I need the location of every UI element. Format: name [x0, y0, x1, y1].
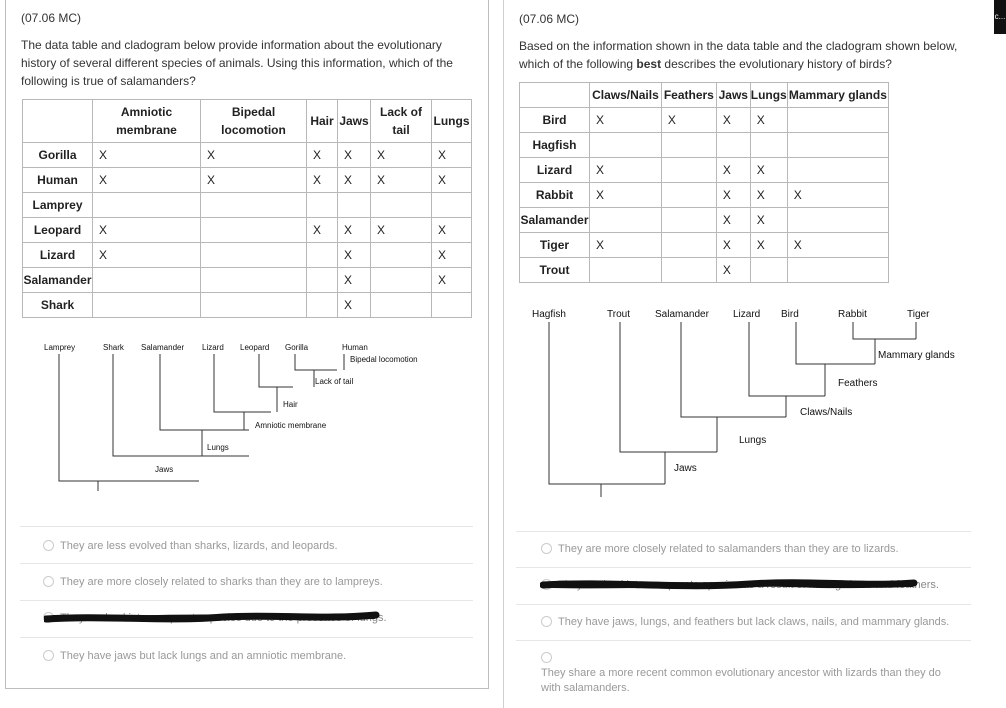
answer-option[interactable] — [541, 615, 949, 630]
cladogram-branch — [259, 354, 293, 387]
answer-option[interactable] — [541, 651, 961, 696]
table-header: Hair — [307, 100, 338, 143]
table-header — [23, 100, 93, 143]
question-id: (07.06 MC) — [21, 11, 82, 25]
radio-button[interactable] — [541, 616, 552, 627]
table-cell — [201, 243, 307, 268]
cladogram-trait-label: Feathers — [838, 378, 878, 389]
radio-button[interactable] — [541, 652, 552, 663]
answer-option[interactable] — [541, 542, 899, 557]
table-cell: X — [432, 268, 472, 293]
table-cell: X — [750, 158, 787, 183]
row-label: Lamprey — [23, 193, 93, 218]
table-cell: X — [307, 143, 338, 168]
table-cell: X — [432, 218, 472, 243]
table-cell: X — [338, 293, 371, 318]
table-cell — [661, 133, 716, 158]
row-label: Salamander — [520, 208, 590, 233]
cladogram — [6, 330, 488, 500]
table-cell: X — [338, 218, 371, 243]
table-cell — [93, 268, 201, 293]
table-cell: X — [93, 243, 201, 268]
table-cell: X — [589, 233, 661, 258]
cladogram-taxon-label: Lizard — [733, 309, 761, 320]
cladogram-taxon-label: Leopard — [240, 343, 270, 352]
table-cell — [371, 193, 432, 218]
question-panel-right — [503, 0, 986, 708]
cladogram-taxon-label: Bird — [781, 309, 799, 320]
table-cell: X — [371, 218, 432, 243]
table-cell: X — [750, 108, 787, 133]
cladogram — [504, 300, 986, 500]
option-text: They are less evolved than sharks, lizards, and leopards. — [60, 540, 338, 552]
row-label: Gorilla — [23, 143, 93, 168]
table-cell — [201, 268, 307, 293]
table-cell — [432, 293, 472, 318]
table-cell — [93, 193, 201, 218]
table-header: Lack of tail — [371, 100, 432, 143]
table-cell: X — [750, 233, 787, 258]
cladogram-branch — [59, 354, 199, 481]
cladogram-taxon-label: Tiger — [907, 309, 930, 320]
cladogram-branch — [681, 322, 786, 417]
table-cell — [787, 258, 888, 283]
question-id: (07.06 MC) — [519, 12, 580, 26]
cladogram-trait-label: Lungs — [207, 443, 229, 452]
row-label: Hagfish — [520, 133, 590, 158]
table-row — [520, 158, 889, 183]
table-cell: X — [201, 143, 307, 168]
table-header: Claws/Nails — [589, 83, 661, 108]
row-label: Rabbit — [520, 183, 590, 208]
answer-option[interactable] — [43, 575, 383, 590]
table-row — [520, 258, 889, 283]
cladogram-taxon-label: Trout — [607, 309, 630, 320]
table-cell — [307, 193, 338, 218]
table-row — [520, 133, 889, 158]
table-cell: X — [371, 143, 432, 168]
table-cell — [307, 243, 338, 268]
table-cell: X — [432, 143, 472, 168]
option-divider — [20, 563, 473, 564]
table-cell: X — [716, 158, 750, 183]
option-divider — [20, 526, 473, 527]
table-cell: X — [589, 183, 661, 208]
table-header: Amniotic membrane — [93, 100, 201, 143]
data-table — [22, 99, 472, 318]
row-label: Shark — [23, 293, 93, 318]
row-label: Lizard — [520, 158, 590, 183]
table-row — [520, 108, 889, 133]
table-header: Mammary glands — [787, 83, 888, 108]
cladogram-taxon-label: Hagfish — [532, 309, 566, 320]
table-cell: X — [338, 243, 371, 268]
table-cell — [661, 233, 716, 258]
option-divider — [516, 531, 971, 532]
table-cell — [338, 193, 371, 218]
table-cell: X — [787, 183, 888, 208]
table-cell: X — [307, 218, 338, 243]
table-cell — [589, 258, 661, 283]
table-header: Lungs — [750, 83, 787, 108]
table-cell: X — [93, 218, 201, 243]
table-header: Bipedal locomotion — [201, 100, 307, 143]
cladogram-branch — [160, 354, 249, 430]
cladogram-branch — [853, 322, 916, 339]
table-header: Feathers — [661, 83, 716, 108]
cladogram-trait-label: Lungs — [739, 435, 767, 446]
cladogram-taxon-label: Salamander — [141, 343, 185, 352]
cladogram-trait-label: Jaws — [155, 465, 174, 474]
table-cell — [589, 133, 661, 158]
table-cell — [661, 258, 716, 283]
option-divider — [516, 640, 971, 641]
table-cell — [787, 108, 888, 133]
option-text: They have jaws, lungs, and feathers but lack claws, nails, and mammary glands. — [558, 616, 950, 628]
data-table — [519, 82, 889, 283]
table-cell — [371, 293, 432, 318]
table-cell: X — [201, 168, 307, 193]
cladogram-branch — [295, 354, 337, 370]
radio-button[interactable] — [43, 576, 54, 587]
scribble-redaction — [44, 606, 380, 628]
table-header: Jaws — [338, 100, 371, 143]
table-cell — [93, 293, 201, 318]
table-cell: X — [750, 208, 787, 233]
table-cell: X — [338, 143, 371, 168]
table-row — [23, 143, 472, 168]
table-cell — [201, 218, 307, 243]
table-row — [23, 293, 472, 318]
cladogram-trait-label: Amniotic membrane — [255, 421, 327, 430]
table-row — [23, 193, 472, 218]
table-cell — [432, 193, 472, 218]
table-cell: X — [716, 108, 750, 133]
cladogram-branch — [549, 322, 665, 484]
table-cell — [787, 158, 888, 183]
table-cell — [750, 133, 787, 158]
table-header: Lungs — [432, 100, 472, 143]
cladogram-taxon-label: Lamprey — [44, 343, 76, 352]
option-text: They share a more recent common evolutionary ancestor with lizards than they do with salamanders. — [541, 667, 941, 694]
table-cell: X — [338, 168, 371, 193]
table-cell — [661, 183, 716, 208]
cladogram-taxon-label: Gorilla — [285, 343, 309, 352]
table-cell — [661, 158, 716, 183]
table-cell: X — [338, 268, 371, 293]
table-cell: X — [787, 233, 888, 258]
table-cell — [307, 268, 338, 293]
cladogram-trait-label: Claws/Nails — [800, 407, 853, 418]
answer-option[interactable] — [43, 649, 346, 664]
corner-tab[interactable]: c... — [994, 0, 1006, 34]
row-label: Trout — [520, 258, 590, 283]
table-row — [520, 233, 889, 258]
cladogram-branch — [796, 322, 875, 364]
option-text: They evolved into a separate species as a result of having claws and feathers. — [558, 579, 939, 591]
table-cell: X — [432, 243, 472, 268]
table-cell: X — [716, 208, 750, 233]
row-label: Bird — [520, 108, 590, 133]
option-divider — [516, 567, 971, 568]
table-cell — [750, 258, 787, 283]
question-text: Based on the information shown in the data table and the cladogram shown below, which of the following best describes the evolutionary history of birds? — [519, 39, 958, 71]
table-cell: X — [750, 183, 787, 208]
option-text: They are more closely related to salamanders than they are to lizards. — [558, 543, 899, 555]
table-cell: X — [589, 108, 661, 133]
table-cell — [201, 193, 307, 218]
cladogram-taxon-label: Lizard — [202, 343, 224, 352]
table-cell: X — [661, 108, 716, 133]
table-cell: X — [716, 258, 750, 283]
scribble-redaction — [540, 574, 918, 596]
table-cell — [307, 293, 338, 318]
table-cell — [787, 133, 888, 158]
radio-button[interactable] — [43, 540, 54, 551]
cladogram-trait-label: Bipedal locomotion — [350, 355, 418, 364]
option-text: They evolved into a separate species due to the presence of lungs. — [60, 612, 387, 624]
table-row — [520, 183, 889, 208]
table-cell: X — [93, 168, 201, 193]
table-cell: X — [716, 183, 750, 208]
table-cell — [661, 208, 716, 233]
table-row — [23, 243, 472, 268]
answer-option[interactable] — [43, 539, 338, 554]
cladogram-branch — [113, 354, 249, 456]
cladogram-taxon-label: Rabbit — [838, 309, 867, 320]
table-cell — [371, 268, 432, 293]
table-row — [520, 208, 889, 233]
option-divider — [20, 600, 473, 601]
table-cell: X — [307, 168, 338, 193]
table-header: Jaws — [716, 83, 750, 108]
table-cell: X — [432, 168, 472, 193]
question-panel-left — [5, 0, 489, 689]
table-row — [23, 268, 472, 293]
radio-button[interactable] — [43, 650, 54, 661]
cladogram-trait-label: Lack of tail — [315, 377, 354, 386]
question-text: The data table and cladogram below provide information about the evolutionary history of several different species of animals. Using this information, which of the following is true of salamanders? — [21, 38, 453, 88]
cladogram-trait-label: Mammary glands — [878, 350, 955, 361]
option-divider — [20, 637, 473, 638]
table-cell: X — [589, 158, 661, 183]
cladogram-taxon-label: Human — [342, 343, 368, 352]
option-divider — [516, 604, 971, 605]
table-cell — [201, 293, 307, 318]
row-label: Leopard — [23, 218, 93, 243]
table-cell: X — [371, 168, 432, 193]
row-label: Tiger — [520, 233, 590, 258]
cladogram-branch — [620, 322, 717, 452]
row-label: Lizard — [23, 243, 93, 268]
table-cell: X — [93, 143, 201, 168]
table-row — [23, 168, 472, 193]
cladogram-trait-label: Jaws — [674, 463, 697, 474]
table-cell — [716, 133, 750, 158]
cladogram-trait-label: Hair — [283, 400, 298, 409]
table-cell — [589, 208, 661, 233]
table-cell: X — [716, 233, 750, 258]
question-emphasis: best — [636, 57, 662, 71]
row-label: Human — [23, 168, 93, 193]
table-header — [520, 83, 590, 108]
option-text: They are more closely related to sharks than they are to lampreys. — [60, 576, 383, 588]
table-cell — [787, 208, 888, 233]
cladogram-branch — [214, 354, 271, 412]
table-row — [23, 218, 472, 243]
radio-button[interactable] — [541, 543, 552, 554]
option-text: They have jaws but lack lungs and an amniotic membrane. — [60, 650, 347, 662]
cladogram-taxon-label: Salamander — [655, 309, 709, 320]
table-cell — [371, 243, 432, 268]
cladogram-taxon-label: Shark — [103, 343, 124, 352]
cladogram-branch — [749, 322, 825, 396]
row-label: Salamander — [23, 268, 93, 293]
